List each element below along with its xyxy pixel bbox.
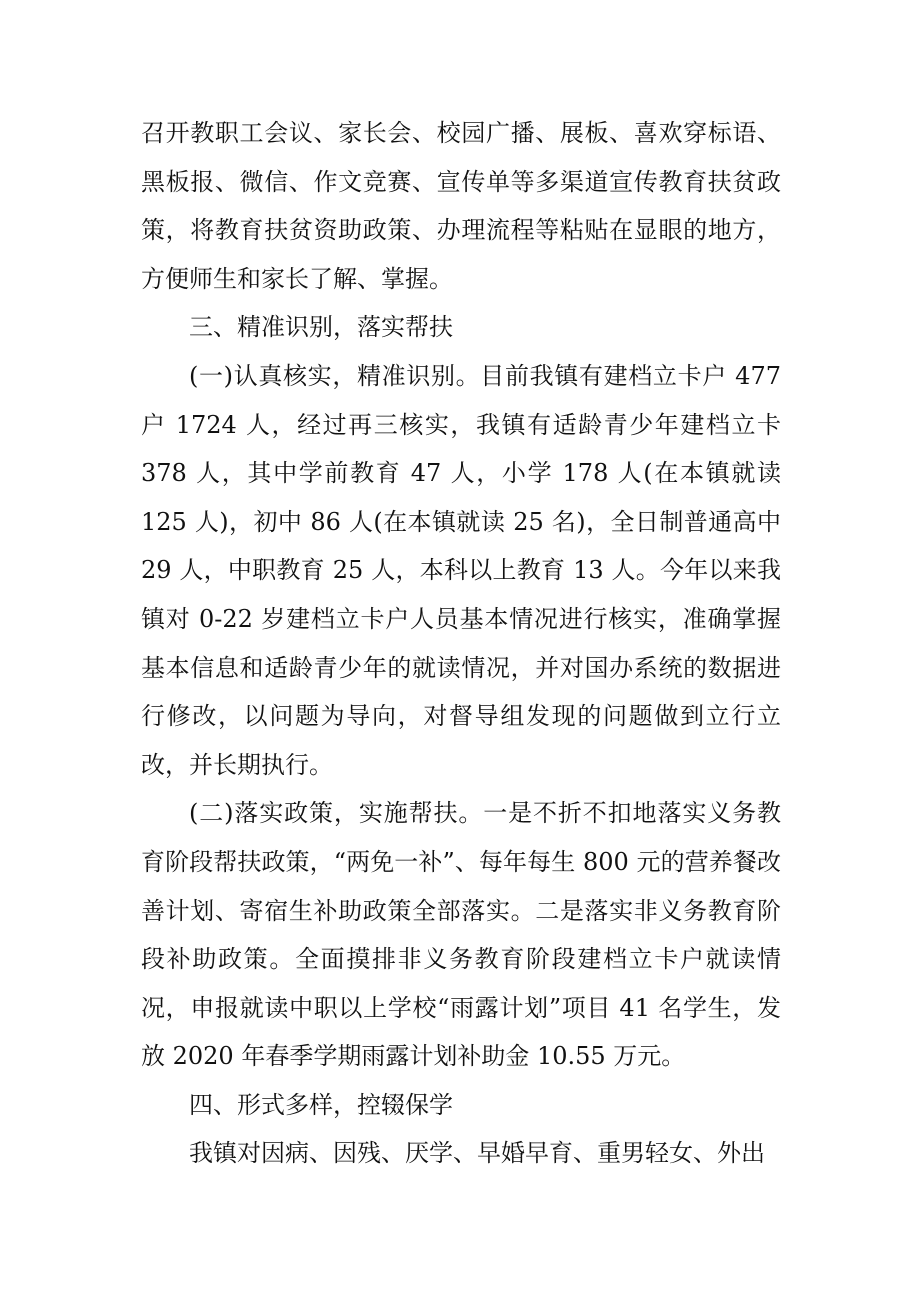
document-body (141, 109, 781, 1178)
section-heading-dropout-control: 四、形式多样，控辍保学 (189, 1090, 453, 1119)
paragraph-publicity-channels: 召开教职工会议、家长会、校园广播、展板、喜欢穿标语、黑板报、微信、作文竞赛、宣传单等多渠道宣传教育扶贫政策，将教育扶贫资助政策、办理流程等粘贴在显眼的地方，方便师生和家长了解、掌握。 (141, 119, 781, 293)
paragraph-dropout-causes: 我镇对因病、因残、厌学、早婚早育、重男轻女、外出 (189, 1139, 765, 1168)
paragraph-policy-implementation: (二)落实政策，实施帮扶。一是不折不扣地落实义务教育阶段帮扶政策，“两免一补”、每年每生 800 元的营养餐改善计划、寄宿生补助政策全部落实。二是落实非义务教育阶段补助政策。全面摸排非义务教育阶段建档立卡户就读情况，申报就读中职以上学校“雨露计划”项目 41 名学生，发放 2020 年春季学期雨露计划补助金 10.55 万元。 (141, 799, 781, 1071)
paragraph-verification: (一)认真核实，精准识别。目前我镇有建档立卡户 477 户 1724 人，经过再三核实，我镇有适龄青少年建档立卡 378 人，其中学前教育 47 人，小学 178 人(在本镇就读 125 人)，初中 86 人(在本镇就读 25 名)，全日制普通高中 29 人，中职教育 25 人，本科以上教育 13 人。今年以来我镇对 0-22 岁建档立卡户人员基本情况进行核实，准确掌握基本信息和适龄青少年的就读情况，并对国办系统的数据进行修改，以问题为导向，对督导组发现的问题做到立行立改，并长期执行。 (141, 361, 781, 779)
section-heading-precise-identification: 三、精准识别，落实帮扶 (189, 313, 453, 342)
